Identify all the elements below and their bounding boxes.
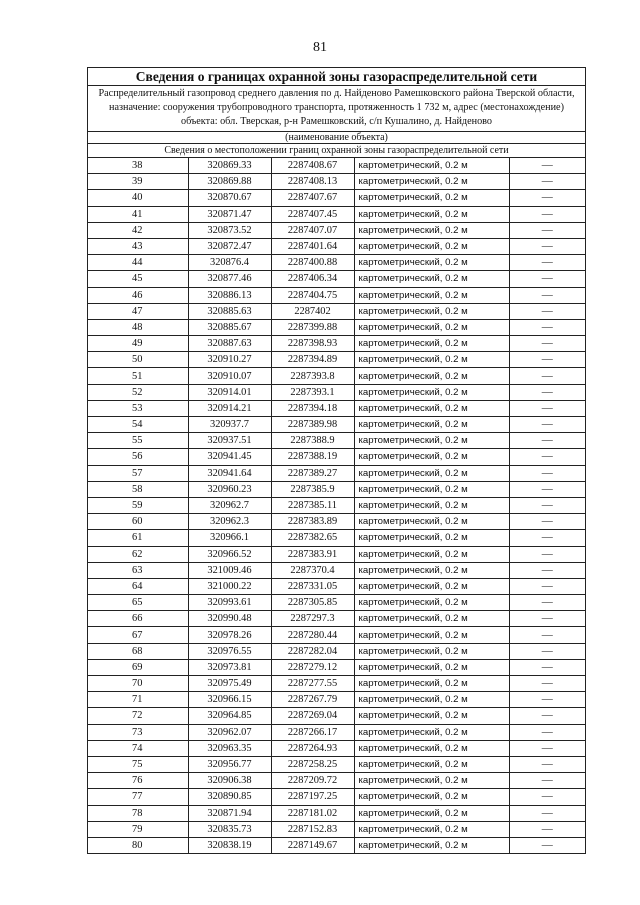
x-coordinate-cell: 320877.46 [188,271,271,287]
point-number-cell: 70 [88,676,188,692]
y-coordinate-cell: 2287399.88 [271,319,354,335]
x-coordinate-cell: 320869.33 [188,158,271,174]
x-coordinate-cell: 320962.07 [188,724,271,740]
point-number-cell: 42 [88,222,188,238]
note-cell: — [509,238,585,254]
note-cell: — [509,756,585,772]
y-coordinate-cell: 2287305.85 [271,595,354,611]
x-coordinate-cell: 321009.46 [188,562,271,578]
table-row [88,627,585,643]
method-accuracy-cell: картометрический, 0.2 м [354,449,509,465]
y-coordinate-cell: 2287385.9 [271,481,354,497]
table-row [88,546,585,562]
x-coordinate-cell: 320910.07 [188,368,271,384]
note-cell: — [509,595,585,611]
y-coordinate-cell: 2287331.05 [271,578,354,594]
table-row [88,368,585,384]
method-accuracy-cell: картометрический, 0.2 м [354,433,509,449]
table-row [88,222,585,238]
point-number-cell: 38 [88,158,188,174]
method-accuracy-cell: картометрический, 0.2 м [354,465,509,481]
point-number-cell: 39 [88,174,188,190]
x-coordinate-cell: 320963.35 [188,740,271,756]
section-subheader: Сведения о местоположении границ охранной зоны газораспределительной сети [88,144,585,158]
table-row [88,692,585,708]
method-accuracy-cell: картометрический, 0.2 м [354,724,509,740]
x-coordinate-cell: 320966.1 [188,530,271,546]
point-number-cell: 65 [88,595,188,611]
method-accuracy-cell: картометрический, 0.2 м [354,789,509,805]
point-number-cell: 77 [88,789,188,805]
method-accuracy-cell: картометрический, 0.2 м [354,255,509,271]
page-number: 81 [313,40,327,55]
method-accuracy-cell: картометрический, 0.2 м [354,611,509,627]
x-coordinate-cell: 320956.77 [188,756,271,772]
x-coordinate-cell: 320966.15 [188,692,271,708]
x-coordinate-cell: 320990.48 [188,611,271,627]
document-title: Сведения о границах охранной зоны газораспределительной сети [88,68,585,86]
y-coordinate-cell: 2287404.75 [271,287,354,303]
y-coordinate-cell: 2287279.12 [271,659,354,675]
note-cell: — [509,255,585,271]
y-coordinate-cell: 2287269.04 [271,708,354,724]
x-coordinate-cell: 320975.49 [188,676,271,692]
y-coordinate-cell: 2287389.98 [271,417,354,433]
method-accuracy-cell: картометрический, 0.2 м [354,821,509,837]
y-coordinate-cell: 2287152.83 [271,821,354,837]
table-row [88,595,585,611]
method-accuracy-cell: картометрический, 0.2 м [354,222,509,238]
point-number-cell: 49 [88,336,188,352]
table-row [88,319,585,335]
note-cell: — [509,400,585,416]
y-coordinate-cell: 2287264.93 [271,740,354,756]
note-cell: — [509,384,585,400]
method-accuracy-cell: картометрический, 0.2 м [354,676,509,692]
method-accuracy-cell: картометрический, 0.2 м [354,174,509,190]
method-accuracy-cell: картометрический, 0.2 м [354,578,509,594]
method-accuracy-cell: картометрический, 0.2 м [354,238,509,254]
method-accuracy-cell: картометрический, 0.2 м [354,303,509,319]
method-accuracy-cell: картометрический, 0.2 м [354,287,509,303]
method-accuracy-cell: картометрический, 0.2 м [354,740,509,756]
point-number-cell: 69 [88,659,188,675]
point-number-cell: 61 [88,530,188,546]
note-cell: — [509,805,585,821]
note-cell: — [509,627,585,643]
y-coordinate-cell: 2287197.25 [271,789,354,805]
note-cell: — [509,530,585,546]
x-coordinate-cell: 320890.85 [188,789,271,805]
note-cell: — [509,174,585,190]
method-accuracy-cell: картометрический, 0.2 м [354,190,509,206]
point-number-cell: 74 [88,740,188,756]
point-number-cell: 80 [88,837,188,853]
note-cell: — [509,659,585,675]
point-number-cell: 52 [88,384,188,400]
table-row [88,336,585,352]
note-cell: — [509,773,585,789]
table-row [88,562,585,578]
point-number-cell: 50 [88,352,188,368]
note-cell: — [509,724,585,740]
table-row [88,400,585,416]
method-accuracy-cell: картометрический, 0.2 м [354,206,509,222]
y-coordinate-cell: 2287258.25 [271,756,354,772]
table-row [88,805,585,821]
note-cell: — [509,465,585,481]
point-number-cell: 72 [88,708,188,724]
note-cell: — [509,449,585,465]
point-number-cell: 54 [88,417,188,433]
table-row [88,206,585,222]
note-cell: — [509,433,585,449]
method-accuracy-cell: картометрический, 0.2 м [354,400,509,416]
x-coordinate-cell: 320885.67 [188,319,271,335]
point-number-cell: 47 [88,303,188,319]
point-number-cell: 51 [88,368,188,384]
y-coordinate-cell: 2287394.89 [271,352,354,368]
x-coordinate-cell: 320973.81 [188,659,271,675]
table-row [88,497,585,513]
note-cell: — [509,319,585,335]
method-accuracy-cell: картометрический, 0.2 м [354,643,509,659]
x-coordinate-cell: 320886.13 [188,287,271,303]
table-row [88,433,585,449]
table-row [88,158,585,174]
method-accuracy-cell: картометрический, 0.2 м [354,336,509,352]
table-row [88,578,585,594]
point-number-cell: 59 [88,497,188,513]
y-coordinate-cell: 2287282.04 [271,643,354,659]
note-cell: — [509,740,585,756]
point-number-cell: 46 [88,287,188,303]
x-coordinate-cell: 320835.73 [188,821,271,837]
table-row [88,465,585,481]
method-accuracy-cell: картометрический, 0.2 м [354,158,509,174]
point-number-cell: 60 [88,514,188,530]
note-cell: — [509,789,585,805]
x-coordinate-cell: 320885.63 [188,303,271,319]
point-number-cell: 43 [88,238,188,254]
x-coordinate-cell: 321000.22 [188,578,271,594]
y-coordinate-cell: 2287383.89 [271,514,354,530]
note-cell: — [509,708,585,724]
table-row [88,238,585,254]
point-number-cell: 75 [88,756,188,772]
note-cell: — [541,838,553,851]
note-cell: — [509,578,585,594]
table-row [88,724,585,740]
y-coordinate-cell: 2287297.3 [271,611,354,627]
method-accuracy-cell: картометрический, 0.2 м [354,384,509,400]
x-coordinate-cell: 320937.7 [188,417,271,433]
table-row [88,530,585,546]
note-cell: — [509,206,585,222]
note-cell: — [509,368,585,384]
table-row [88,756,585,772]
y-coordinate-cell: 2287407.07 [271,222,354,238]
x-coordinate-cell: 320966.52 [188,546,271,562]
note-cell: — [509,546,585,562]
y-coordinate-cell: 2287402 [271,303,354,319]
method-accuracy-cell: картометрический, 0.2 м [354,692,509,708]
point-number-cell: 79 [88,821,188,837]
note-cell: — [509,514,585,530]
y-coordinate-cell: 2287408.67 [271,158,354,174]
method-accuracy-cell: картометрический, 0.2 м [354,319,509,335]
method-accuracy-cell: картометрический, 0.2 м [354,805,509,821]
x-coordinate-cell: 320887.63 [188,336,271,352]
method-accuracy-cell: картометрический, 0.2 м [354,546,509,562]
y-coordinate-cell: 2287385.11 [271,497,354,513]
x-coordinate-cell: 320962.7 [188,497,271,513]
point-number-cell: 67 [88,627,188,643]
object-description: Распределительный газопровод среднего давления по д. Найденово Рамешковского района Тверской области, назначение: сооружения трубопроводного транспорта, протяженность 1 732 м, адрес (местонахождение) объекта: обл. Тверская, р-н Рамешковский, с/п Кушалино, д. Найденово [98,88,575,127]
point-number-cell: 73 [88,724,188,740]
method-accuracy-cell: картометрический, 0.2 м [354,417,509,433]
point-number-cell: 62 [88,546,188,562]
x-coordinate-cell: 320978.26 [188,627,271,643]
y-coordinate-cell: 2287407.45 [271,206,354,222]
y-coordinate-cell: 2287266.17 [271,724,354,740]
y-coordinate-cell: 2287393.8 [271,368,354,384]
table-row [88,708,585,724]
y-coordinate-cell: 2287370.4 [271,562,354,578]
note-cell: — [509,692,585,708]
y-coordinate-cell: 2287406.34 [271,271,354,287]
method-accuracy-cell: картометрический, 0.2 м [354,595,509,611]
object-name-caption: (наименование объекта) [88,131,585,144]
note-cell: — [509,303,585,319]
method-accuracy-cell: картометрический, 0.2 м [354,481,509,497]
x-coordinate-cell: 320876.4 [188,255,271,271]
note-cell: — [509,352,585,368]
table-row [88,190,585,206]
method-accuracy-cell: картометрический, 0.2 м [354,659,509,675]
table-row [88,643,585,659]
y-coordinate-cell: 2287209.72 [271,773,354,789]
point-number-cell: 53 [88,400,188,416]
x-coordinate-cell: 320960.23 [188,481,271,497]
method-accuracy-cell: картометрический, 0.2 м [354,530,509,546]
y-coordinate-cell: 2287401.64 [271,238,354,254]
method-accuracy-cell: картометрический, 0.2 м [354,837,509,853]
note-cell: — [509,481,585,497]
point-number-cell: 40 [88,190,188,206]
method-accuracy-cell: картометрический, 0.2 м [354,627,509,643]
x-coordinate-cell: 320993.61 [188,595,271,611]
note-cell: — [509,158,585,174]
table-row [88,271,585,287]
table-row [88,384,585,400]
method-accuracy-cell: картометрический, 0.2 м [354,708,509,724]
method-accuracy-cell: картометрический, 0.2 м [354,756,509,772]
note-cell: — [509,190,585,206]
y-coordinate-cell: 2287400.88 [271,255,354,271]
point-number-cell: 58 [88,481,188,497]
point-number-cell: 66 [88,611,188,627]
y-coordinate-cell: 2287382.65 [271,530,354,546]
x-coordinate-cell: 320964.85 [188,708,271,724]
x-coordinate-cell: 320962.3 [188,514,271,530]
y-coordinate-cell: 2287398.93 [271,336,354,352]
table-row [88,481,585,497]
note-cell: — [509,611,585,627]
point-number-cell: 76 [88,773,188,789]
table-row [88,676,585,692]
table-row [88,303,585,319]
note-cell: — [509,271,585,287]
x-coordinate-cell: 320838.19 [188,837,271,853]
table-row [88,514,585,530]
table-row [88,611,585,627]
note-cell: — [509,497,585,513]
x-coordinate-cell: 320941.45 [188,449,271,465]
point-number-cell: 71 [88,692,188,708]
table-row [88,255,585,271]
method-accuracy-cell: картометрический, 0.2 м [354,271,509,287]
table-row [88,837,585,853]
y-coordinate-cell: 2287383.91 [271,546,354,562]
method-accuracy-cell: картометрический, 0.2 м [354,497,509,513]
coordinates-table-body [88,158,585,853]
note-cell: — [509,336,585,352]
point-number-cell: 41 [88,206,188,222]
table-row [88,773,585,789]
table-row [88,821,585,837]
y-coordinate-cell: 2287277.55 [271,676,354,692]
y-coordinate-cell: 2287407.67 [271,190,354,206]
x-coordinate-cell: 320906.38 [188,773,271,789]
x-coordinate-cell: 320937.51 [188,433,271,449]
x-coordinate-cell: 320870.67 [188,190,271,206]
y-coordinate-cell: 2287267.79 [271,692,354,708]
y-coordinate-cell: 2287388.19 [271,449,354,465]
method-accuracy-cell: картометрический, 0.2 м [354,562,509,578]
point-number-cell: 63 [88,562,188,578]
method-accuracy-cell: картометрический, 0.2 м [354,514,509,530]
point-number-cell: 78 [88,805,188,821]
point-number-cell: 55 [88,433,188,449]
y-coordinate-cell: 2287181.02 [271,805,354,821]
x-coordinate-cell: 320914.01 [188,384,271,400]
coordinates-table [88,158,585,853]
table-row [88,659,585,675]
note-cell: — [509,676,585,692]
table-row [88,174,585,190]
y-coordinate-cell: 2287280.44 [271,627,354,643]
y-coordinate-cell: 2287394.18 [271,400,354,416]
point-number-cell: 45 [88,271,188,287]
note-cell: — [509,287,585,303]
note-cell: — [509,562,585,578]
note-cell: — [509,417,585,433]
y-coordinate-cell: 2287408.13 [271,174,354,190]
y-coordinate-cell: 2287389.27 [271,465,354,481]
x-coordinate-cell: 320914.21 [188,400,271,416]
document-frame [87,67,586,854]
point-number-cell: 64 [88,578,188,594]
table-row [88,352,585,368]
point-number-cell: 44 [88,255,188,271]
method-accuracy-cell: картометрический, 0.2 м [354,352,509,368]
table-row [88,287,585,303]
method-accuracy-cell: картометрический, 0.2 м [354,368,509,384]
point-number-cell: 56 [88,449,188,465]
note-cell: — [509,643,585,659]
table-row [88,449,585,465]
point-number-cell: 68 [88,643,188,659]
y-coordinate-cell: 2287388.9 [271,433,354,449]
x-coordinate-cell: 320910.27 [188,352,271,368]
x-coordinate-cell: 320871.94 [188,805,271,821]
table-row [88,417,585,433]
x-coordinate-cell: 320871.47 [188,206,271,222]
x-coordinate-cell: 320869.88 [188,174,271,190]
x-coordinate-cell: 320941.64 [188,465,271,481]
y-coordinate-cell: 2287393.1 [271,384,354,400]
table-row [88,740,585,756]
note-cell: — [509,821,585,837]
x-coordinate-cell: 320976.55 [188,643,271,659]
x-coordinate-cell: 320873.52 [188,222,271,238]
x-coordinate-cell: 320872.47 [188,238,271,254]
y-coordinate-cell: 2287149.67 [271,837,354,853]
point-number-cell: 48 [88,319,188,335]
table-row [88,789,585,805]
point-number-cell: 57 [88,465,188,481]
method-accuracy-cell: картометрический, 0.2 м [354,773,509,789]
note-cell: — [509,222,585,238]
